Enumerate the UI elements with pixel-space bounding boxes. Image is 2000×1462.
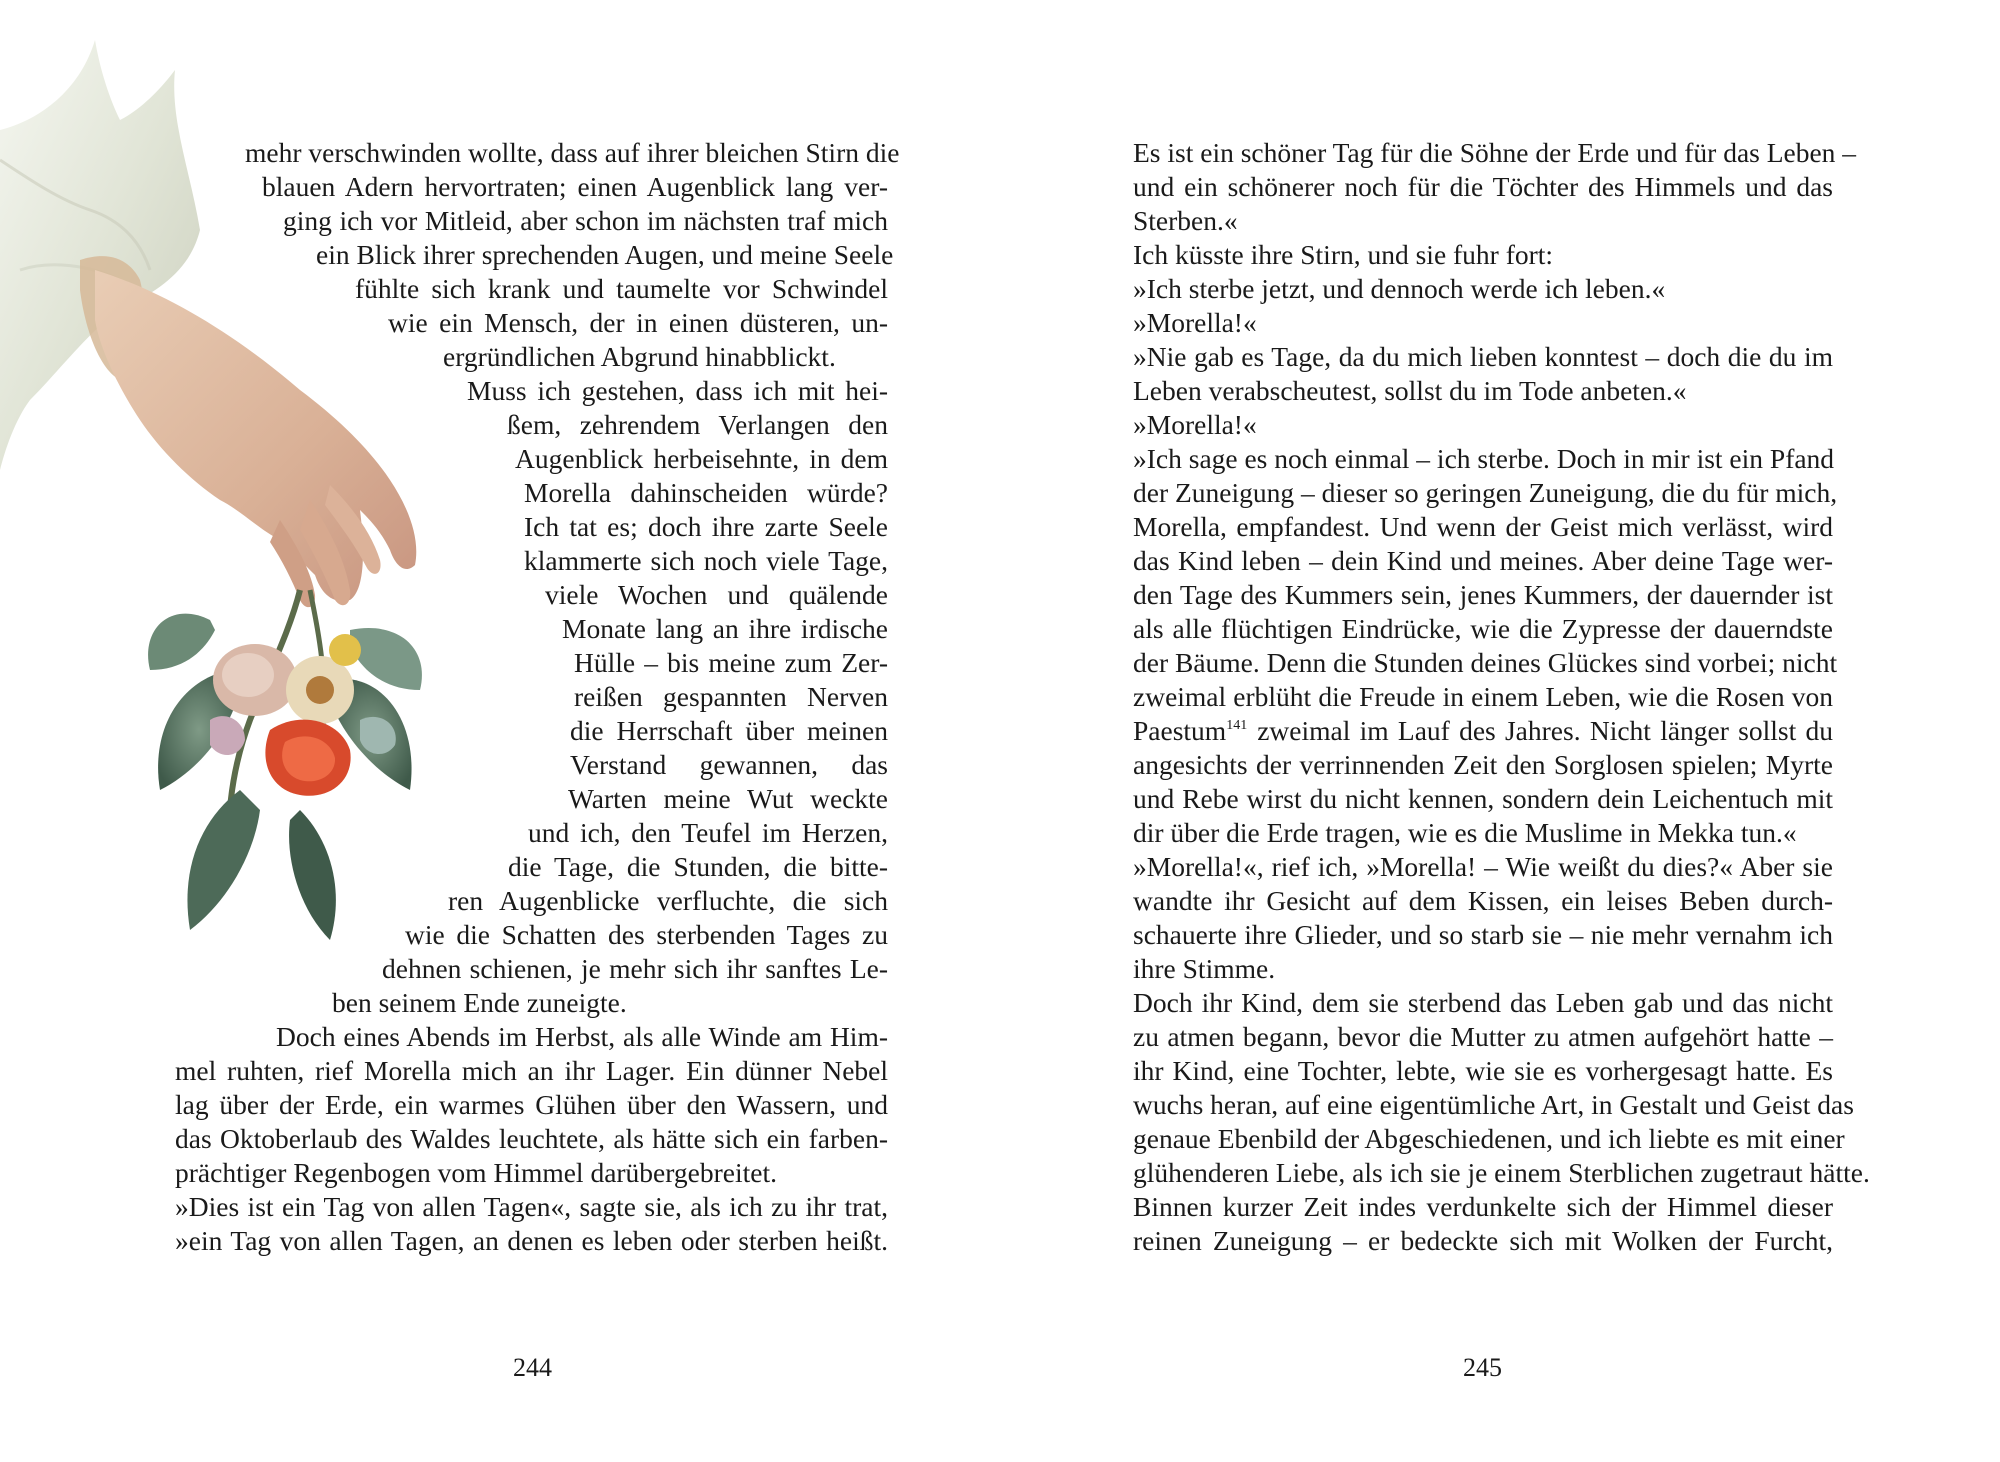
right-text-line: genaue Ebenbild der Abgeschiedenen, und ich liebte es mit einer xyxy=(1133,1123,1845,1154)
right-text-line: den Tage des Kummers sein, jenes Kummers, der dauernder ist xyxy=(1133,579,1833,610)
right-text-line: dir über die Erde tragen, wie es die Muslime in Mekka tun.« xyxy=(1133,817,1797,848)
right-text-line: zu atmen begann, bevor die Mutter zu atmen aufgehört hatte – xyxy=(1133,1021,1833,1052)
left-text-line: die Herrschaft über meinen xyxy=(570,715,888,746)
right-text-line: Doch ihr Kind, dem sie sterbend das Leben gab und das nicht xyxy=(1133,987,1833,1018)
right-text-line: Binnen kurzer Zeit indes verdunkelte sich der Himmel dieser xyxy=(1133,1191,1833,1222)
right-text-line: der Bäume. Denn die Stunden deines Glückes sind vorbei; nicht xyxy=(1133,647,1838,678)
left-text-line: mehr verschwinden wollte, dass auf ihrer bleichen Stirn die xyxy=(245,137,900,168)
left-text-line: Augenblick herbeisehnte, in dem xyxy=(515,443,888,474)
right-text-line: ihr Kind, eine Tochter, lebte, wie sie es vorhergesagt hatte. Es xyxy=(1133,1055,1833,1086)
right-text-line: »Morella!« xyxy=(1133,307,1257,338)
right-text-line: Ich küsste ihre Stirn, und sie fuhr fort: xyxy=(1133,239,1554,270)
left-text-line: Doch eines Abends im Herbst, als alle Winde am Him- xyxy=(276,1021,888,1052)
left-text-line: die Tage, die Stunden, die bitte- xyxy=(508,851,888,882)
left-text-line: »ein Tag von allen Tagen, an denen es leben oder sterben heißt. xyxy=(175,1225,888,1256)
right-text-line: »Ich sterbe jetzt, und dennoch werde ich leben.« xyxy=(1133,273,1666,304)
right-text-line: »Morella!«, rief ich, »Morella! – Wie weißt du dies?« Aber sie xyxy=(1133,851,1833,882)
right-text-line: Sterben.« xyxy=(1133,205,1238,236)
page-number: 245 xyxy=(1463,1353,1502,1382)
left-text-line: Ich tat es; doch ihre zarte Seele xyxy=(524,511,888,542)
left-text-line: fühlte sich krank und taumelte vor Schwindel xyxy=(355,273,888,304)
page-number: 244 xyxy=(513,1353,552,1382)
left-text-line: ergründlichen Abgrund hinabblickt. xyxy=(443,341,836,372)
left-text-line: ging ich vor Mitleid, aber schon im nächsten traf mich xyxy=(283,205,888,236)
left-text-line: wie ein Mensch, der in einen düsteren, un- xyxy=(388,307,888,338)
right-text-line: »Morella!« xyxy=(1133,409,1257,440)
left-text-line: ben seinem Ende zuneigte. xyxy=(332,987,627,1018)
right-page xyxy=(1000,0,2000,1462)
left-text-line: blauen Adern hervortraten; einen Augenblick lang ver- xyxy=(262,171,888,202)
right-text-line: reinen Zuneigung – er bedeckte sich mit Wolken der Furcht, xyxy=(1133,1225,1833,1256)
right-text-line: wuchs heran, auf eine eigentümliche Art, in Gestalt und Geist das xyxy=(1133,1089,1854,1120)
left-text-line: dehnen schienen, je mehr sich ihr sanftes Le- xyxy=(382,953,888,984)
left-text-line: und ich, den Teufel im Herzen, xyxy=(528,817,888,848)
right-text-line: der Zuneigung – dieser so geringen Zuneigung, die du für mich, xyxy=(1133,477,1838,508)
left-text-line: prächtiger Regenbogen vom Himmel darübergebreitet. xyxy=(175,1157,777,1188)
left-text-line: ßem, zehrendem Verlangen den xyxy=(507,409,888,440)
right-text-line: als alle flüchtigen Eindrücke, wie die Zypresse der dauerndste xyxy=(1133,613,1833,644)
left-text-line: wie die Schatten des sterbenden Tages zu xyxy=(405,919,888,950)
right-text-line: glühenderen Liebe, als ich sie je einem Sterblichen zugetraut hätte. xyxy=(1133,1157,1870,1188)
paestum-word: Paestum$^{141}$ xyxy=(1133,715,1248,746)
left-text-line: ein Blick ihrer sprechenden Augen, und meine Seele xyxy=(316,239,894,270)
left-text-line: lag über der Erde, ein warmes Glühen über den Wassern, und xyxy=(175,1089,888,1120)
left-text-line: mel ruhten, rief Morella mich an ihr Lager. Ein dünner Nebel xyxy=(175,1055,888,1086)
right-text-line: und Rebe wirst du nicht kennen, sondern dein Leichentuch mit xyxy=(1133,783,1833,814)
right-text-line: »Nie gab es Tage, da du mich lieben konntest – doch die du im xyxy=(1133,341,1833,372)
right-text-line: das Kind leben – dein Kind und meines. Aber deine Tage wer- xyxy=(1133,545,1833,576)
right-text-line: wandte ihr Gesicht auf dem Kissen, ein leises Beben durch- xyxy=(1133,885,1833,916)
left-text-line: reißen gespannten Nerven xyxy=(574,681,888,712)
left-text-line: Morella dahinscheiden würde? xyxy=(524,477,888,508)
right-text-line-with-footnote xyxy=(1133,714,1833,748)
left-text-line: Warten meine Wut weckte xyxy=(568,783,888,814)
right-text-line: angesichts der verrinnenden Zeit den Sorglosen spielen; Myrte xyxy=(1133,749,1833,780)
right-text-line: Leben verabscheutest, sollst du im Tode anbeten.« xyxy=(1133,375,1687,406)
left-text-line: ren Augenblicke verfluchte, die sich xyxy=(448,885,888,916)
left-text-line: »Dies ist ein Tag von allen Tagen«, sagte sie, als ich zu ihr trat, xyxy=(175,1191,888,1222)
left-text-line: Muss ich gestehen, dass ich mit hei- xyxy=(467,375,888,406)
left-text-line: Monate lang an ihre irdische xyxy=(562,613,888,644)
right-text-line: »Ich sage es noch einmal – ich sterbe. Doch in mir ist ein Pfand xyxy=(1133,443,1835,474)
right-text-line: ihre Stimme. xyxy=(1133,953,1276,984)
left-text-line: das Oktoberlaub des Waldes leuchtete, als hätte sich ein farben- xyxy=(175,1123,888,1154)
left-text-line: viele Wochen und quälende xyxy=(545,579,888,610)
footnote-reference[interactable]: 141 xyxy=(1226,718,1248,733)
right-text-line: und ein schönerer noch für die Töchter des Himmels und das xyxy=(1133,171,1833,202)
right-text-line: zweimal erblüht die Freude in einem Leben, wie die Rosen von xyxy=(1133,681,1833,712)
left-text-line: klammerte sich noch viele Tage, xyxy=(524,545,888,576)
left-text-line: Verstand gewannen, das xyxy=(570,749,888,780)
right-text-line: Es ist ein schöner Tag für die Söhne der Erde und für das Leben – xyxy=(1133,137,1857,168)
right-text-line: schauerte ihre Glieder, und so starb sie – nie mehr vernahm ich xyxy=(1133,919,1833,950)
right-text-line: zweimal im Lauf des Jahres. Nicht länger sollst du xyxy=(1257,715,1833,746)
right-text-line: Morella, empfandest. Und wenn der Geist mich verlässt, wird xyxy=(1133,511,1833,542)
left-text-line: Hülle – bis meine zum Zer- xyxy=(574,647,888,678)
